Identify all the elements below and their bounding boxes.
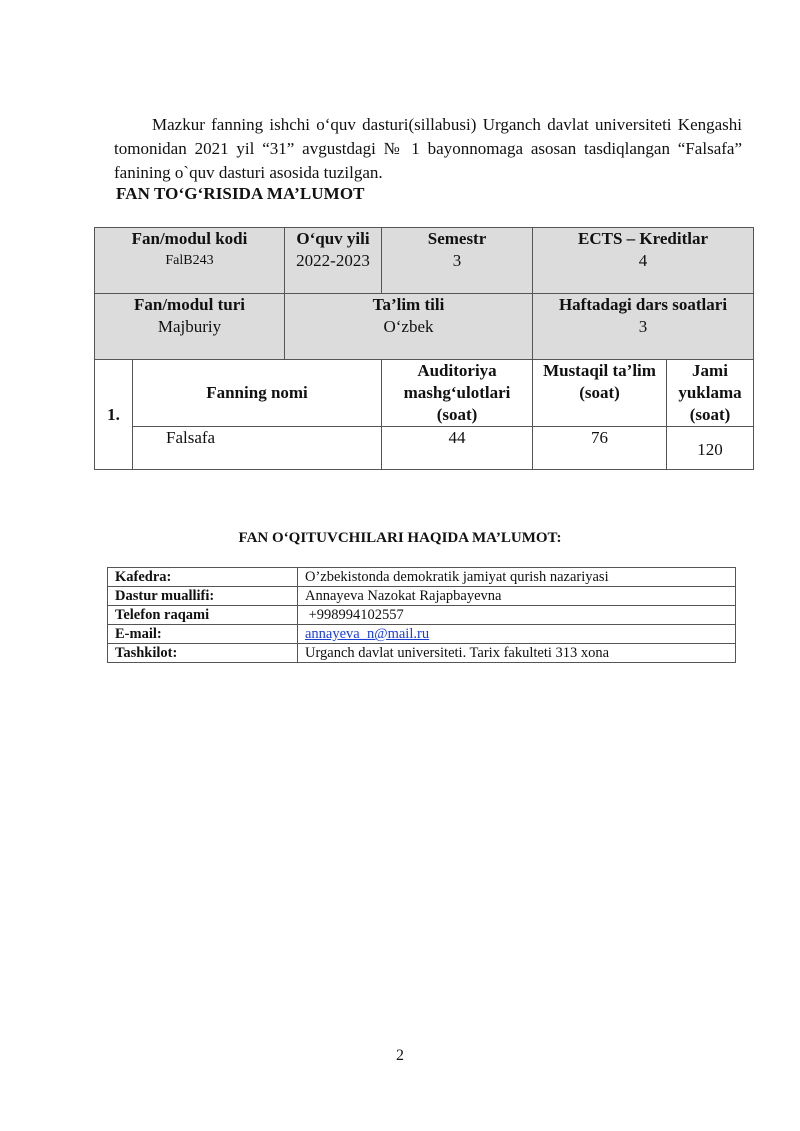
- row-number: 1.: [95, 360, 133, 470]
- language-value: O‘zbek: [383, 317, 434, 336]
- academic-year-value: 2022-2023: [296, 251, 370, 270]
- organization-label: Tashkilot:: [108, 644, 298, 663]
- course-name-label: Fanning nomi: [133, 360, 382, 427]
- email-label: E-mail:: [108, 625, 298, 644]
- department-value: O’zbekistonda demokratik jamiyat qurish nazariyasi: [298, 568, 736, 587]
- ects-cell: [533, 228, 754, 294]
- teacher-row: [108, 587, 736, 606]
- self-study-value: 76: [533, 427, 667, 470]
- module-code-value: FalB243: [165, 253, 214, 268]
- email-link[interactable]: annayeva_n@mail.ru: [305, 626, 430, 642]
- semester-value: 3: [452, 251, 462, 270]
- intro-paragraph: Mazkur fanning ishchi o‘quv dasturi(sillabusi) Urganch davlat universiteti Kengashi tomonidan 2021 yil “31” avgustdagi № 1 bayonnomaga asosan tasdiqlangan “Falsafa” fanining o`quv dasturi asosida tuzilgan.: [114, 115, 742, 182]
- semester-label: Semestr: [427, 229, 487, 248]
- organization-value: Urganch davlat universiteti. Tarix fakulteti 313 xona: [298, 644, 736, 663]
- self-study-label: Mustaqil ta’lim (soat): [533, 360, 667, 427]
- phone-label: Telefon raqami: [108, 606, 298, 625]
- teacher-row: [108, 568, 736, 587]
- teachers-info-heading: FAN O‘QITUVCHILARI HAQIDA MA’LUMOT:: [238, 530, 562, 546]
- course-row-1: [95, 228, 754, 294]
- course-row-4: [95, 427, 754, 470]
- language-label: Ta’lim tili: [372, 295, 445, 314]
- language-cell: [285, 294, 533, 360]
- module-type-cell: [95, 294, 285, 360]
- phone-value: +998994102557: [298, 606, 736, 625]
- module-type-value: Majburiy: [157, 317, 222, 336]
- semester-cell: [382, 228, 533, 294]
- course-name-value: Falsafa: [133, 427, 382, 470]
- academic-year-label: O‘quv yili: [296, 229, 370, 248]
- teachers-info-table: [107, 567, 736, 663]
- teacher-row: [108, 644, 736, 663]
- email-cell: [298, 625, 736, 644]
- module-code-label: Fan/modul kodi: [131, 229, 248, 248]
- course-info-table: [94, 227, 754, 470]
- auditorium-hours-label: Auditoriya mashg‘ulotlari (soat): [382, 360, 533, 427]
- auditorium-hours-value: 44: [382, 427, 533, 470]
- module-code-cell: [95, 228, 285, 294]
- academic-year-cell: [285, 228, 382, 294]
- page-number: 2: [396, 1047, 404, 1064]
- author-value: Annayeva Nazokat Rajapbayevna: [298, 587, 736, 606]
- teacher-row: [108, 606, 736, 625]
- teacher-row: [108, 625, 736, 644]
- weekly-hours-cell: [533, 294, 754, 360]
- department-label: Kafedra:: [108, 568, 298, 587]
- total-load-value: 120: [667, 427, 754, 470]
- total-load-label: Jami yuklama (soat): [667, 360, 754, 427]
- course-info-heading: FAN TO‘G‘RISIDA MA’LUMOT: [116, 184, 365, 203]
- course-row-3: [95, 360, 754, 427]
- weekly-hours-value: 3: [638, 317, 648, 336]
- course-row-2: [95, 294, 754, 360]
- ects-label: ECTS – Kreditlar: [577, 229, 709, 248]
- weekly-hours-label: Haftadagi dars soatlari: [558, 295, 728, 314]
- ects-value: 4: [638, 251, 648, 270]
- module-type-label: Fan/modul turi: [134, 295, 245, 314]
- author-label: Dastur muallifi:: [108, 587, 298, 606]
